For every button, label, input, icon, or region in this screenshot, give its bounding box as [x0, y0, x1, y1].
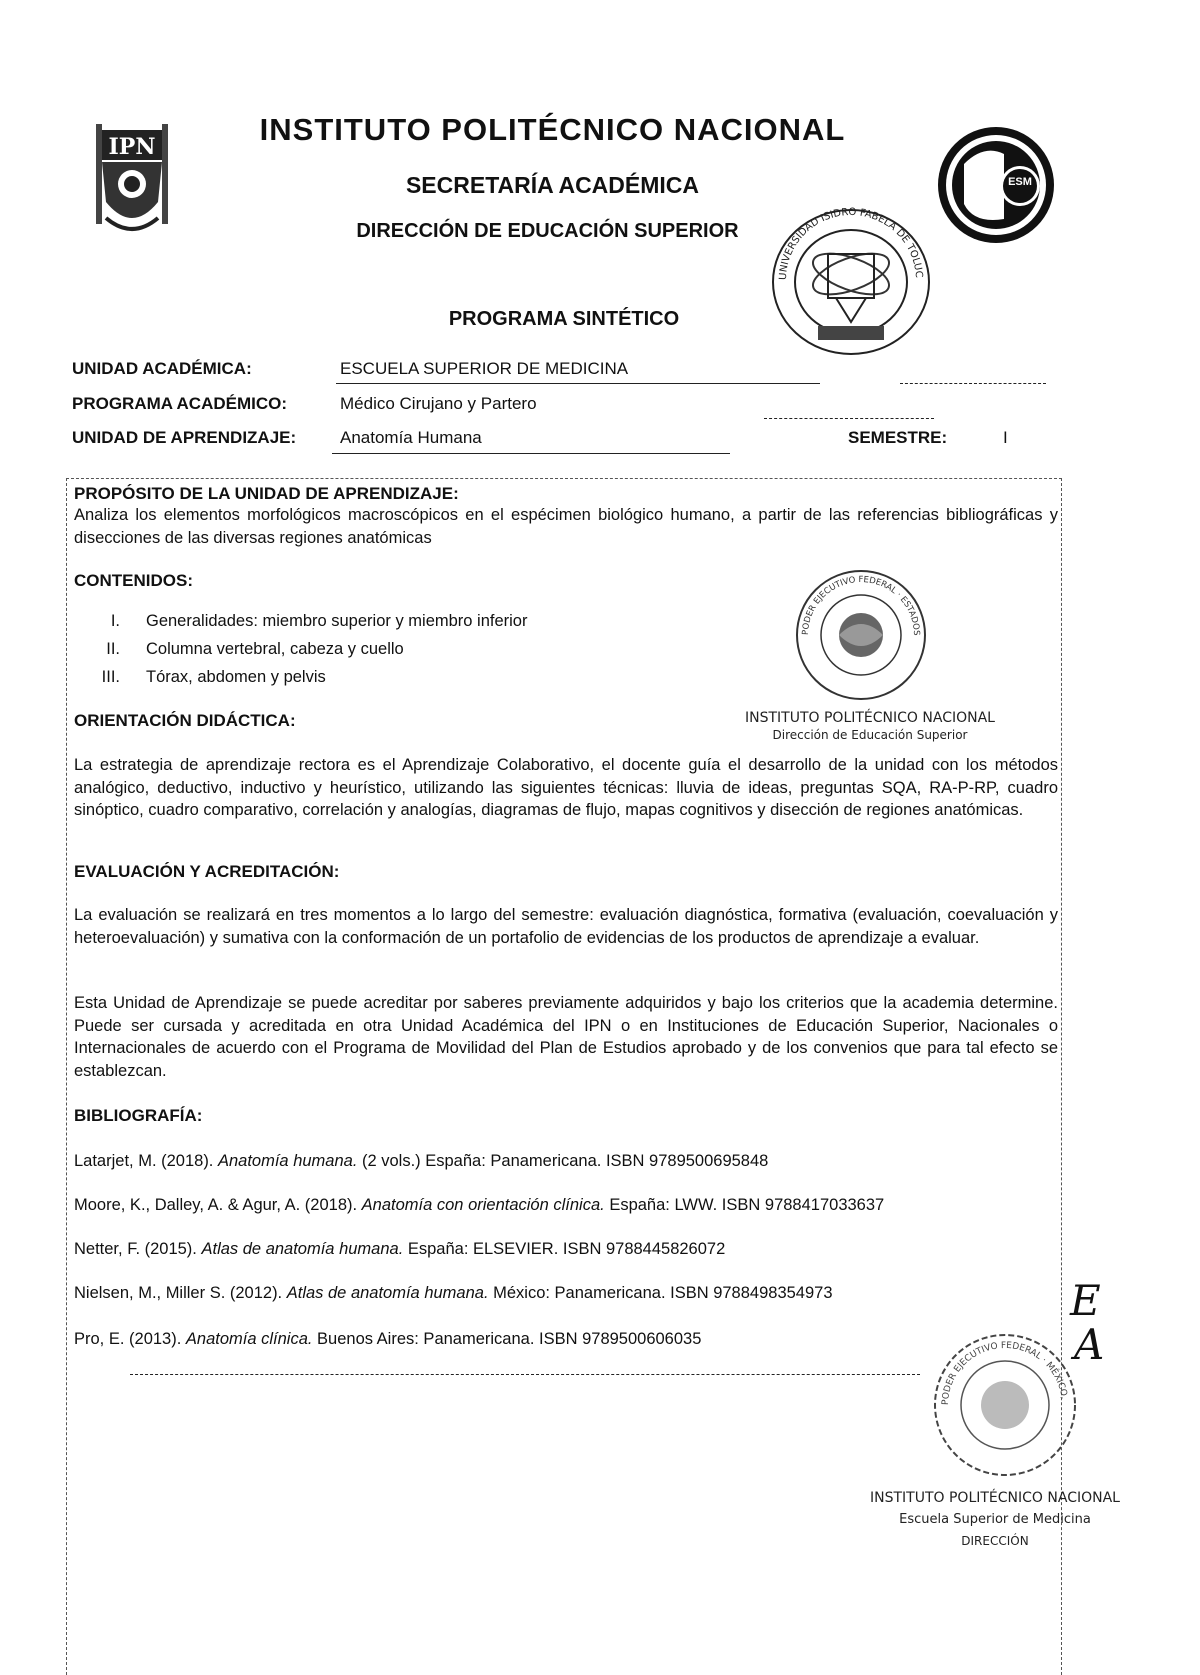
federal-stamp-subcaption: Dirección de Educación Superior [772, 728, 968, 742]
bib-entry: Latarjet, M. (2018). Anatomía humana. (2 vols.) España: Panamericana. ISBN 9789500695848 [74, 1152, 769, 1170]
content-item-text: Columna vertebral, cabeza y cuello [146, 640, 404, 658]
underline [764, 418, 934, 419]
evaluacion-text-2: Esta Unidad de Aprendizaje se puede acreditar por saberes previamente adquiridos y bajo los criterios que la academia determine. Puede ser cursada y acreditada en otra Unidad Académica del IPN o en Instituciones de Educación Superior, Nacionales o Internacionales de acuerdo con el Programa de Movilidad del Plan de Estudios aprobado y de los convenios que para tal efecto se establezcan. [74, 994, 1058, 1080]
underline [900, 383, 1046, 384]
orientacion-heading: ORIENTACIÓN DIDÁCTICA: [74, 711, 296, 730]
content-item-number: III. [101, 668, 120, 686]
federal-stamp-ring-text: PODER EJECUTIVO FEDERAL · ESTADOS [800, 574, 922, 636]
programa-value: Médico Cirujano y Partero [340, 394, 537, 413]
bottom-stamp-subcaption: Escuela Superior de Medicina [899, 1512, 1091, 1527]
svg-text:IPN: IPN [108, 134, 156, 160]
box-bottom-line [130, 1374, 920, 1375]
bib-entry: Netter, F. (2015). Atlas de anatomía humana. España: ELSEVIER. ISBN 9788445826072 [74, 1240, 726, 1258]
bib-entry: Pro, E. (2013). Anatomía clínica. Buenos Aires: Panamericana. ISBN 9789500606035 [74, 1330, 702, 1348]
bib-entry: Nielsen, M., Miller S. (2012). Atlas de anatomía humana. México: Panamericana. ISBN 9788498354973 [74, 1284, 833, 1302]
unidad-academica-value: ESCUELA SUPERIOR DE MEDICINA [340, 359, 629, 378]
content-item-text: Tórax, abdomen y pelvis [146, 668, 326, 686]
contenidos-heading: CONTENIDOS: [74, 571, 193, 590]
esm-badge-text: ESM [1008, 176, 1032, 188]
unidad-academica-label: UNIDAD ACADÉMICA: [72, 359, 252, 378]
unidad-aprendizaje-value: Anatomía Humana [340, 428, 482, 447]
semestre-label: SEMESTRE: [848, 428, 948, 447]
evaluacion-text-1: La evaluación se realizará en tres momentos a lo largo del semestre: evaluación diagnóstica, formativa (evaluación, coevaluación y heteroevaluación) y sumativa con la conformación de un portafolio de evidencias de los productos de aprendizaje a evaluar. [74, 906, 1058, 947]
unidad-aprendizaje-label: UNIDAD DE APRENDIZAJE: [72, 428, 297, 447]
content-item-number: I. [110, 612, 120, 630]
bottom-stamp [930, 1330, 1080, 1480]
bottom-stamp-ring-text: PODER EJECUTIVO FEDERAL · MÉXICO, [940, 1340, 1069, 1406]
bottom-stamp-subcaption-2: DIRECCIÓN [961, 1534, 1029, 1548]
bottom-stamp-caption: INSTITUTO POLITÉCNICO NACIONAL [870, 1490, 1120, 1506]
semestre-value: I [1003, 428, 1008, 447]
university-seal-text: UNIVERSIDAD ISIDRO FABELA DE TOLUC [777, 206, 925, 281]
signature-mark: A [1074, 1320, 1105, 1369]
bib-entry: Moore, K., Dalley, A. & Agur, A. (2018). Anatomía con orientación clínica. España: LWW. ISBN 9788417033637 [74, 1196, 885, 1214]
signature-initial: E [1070, 1276, 1101, 1325]
proposito-heading: PROPÓSITO DE LA UNIDAD DE APRENDIZAJE: [74, 484, 459, 503]
federal-stamp [794, 568, 928, 702]
federal-stamp-caption: INSTITUTO POLITÉCNICO NACIONAL [745, 710, 995, 726]
underline [336, 383, 820, 384]
program-type-title: PROGRAMA SINTÉTICO [448, 308, 680, 330]
content-item-number: II. [106, 640, 120, 658]
orientacion-text: La estrategia de aprendizaje rectora es el Aprendizaje Colaborativo, el docente guía el desarrollo de la unidad con los métodos analógico, deductivo, inductivo y heurístico, utilizando las siguientes técnicas: lluvia de ideas, preguntas SQA, RA-P-RP, cuadro sinóptico, cuadro comparativo, correlación y analogías, diagramas de flujo, mapas cognitivos y disección de regiones anatómicas. [74, 756, 1058, 819]
programa-label: PROGRAMA ACADÉMICO: [72, 394, 288, 413]
underline [332, 453, 730, 454]
direction-title: DIRECCIÓN DE EDUCACIÓN SUPERIOR [356, 220, 739, 242]
content-item-text: Generalidades: miembro superior y miembro inferior [146, 612, 528, 630]
institute-title: INSTITUTO POLITÉCNICO NACIONAL [259, 112, 846, 147]
bibliografia-heading: BIBLIOGRAFÍA: [74, 1106, 203, 1125]
evaluacion-heading: EVALUACIÓN Y ACREDITACIÓN: [74, 862, 340, 881]
proposito-text: Analiza los elementos morfológicos macroscópicos en el espécimen biológico humano, a partir de las referencias bibliográficas y disecciones de las diversas regiones anatómicas [74, 506, 1058, 547]
secretariat-title: SECRETARÍA ACADÉMICA [405, 172, 700, 198]
